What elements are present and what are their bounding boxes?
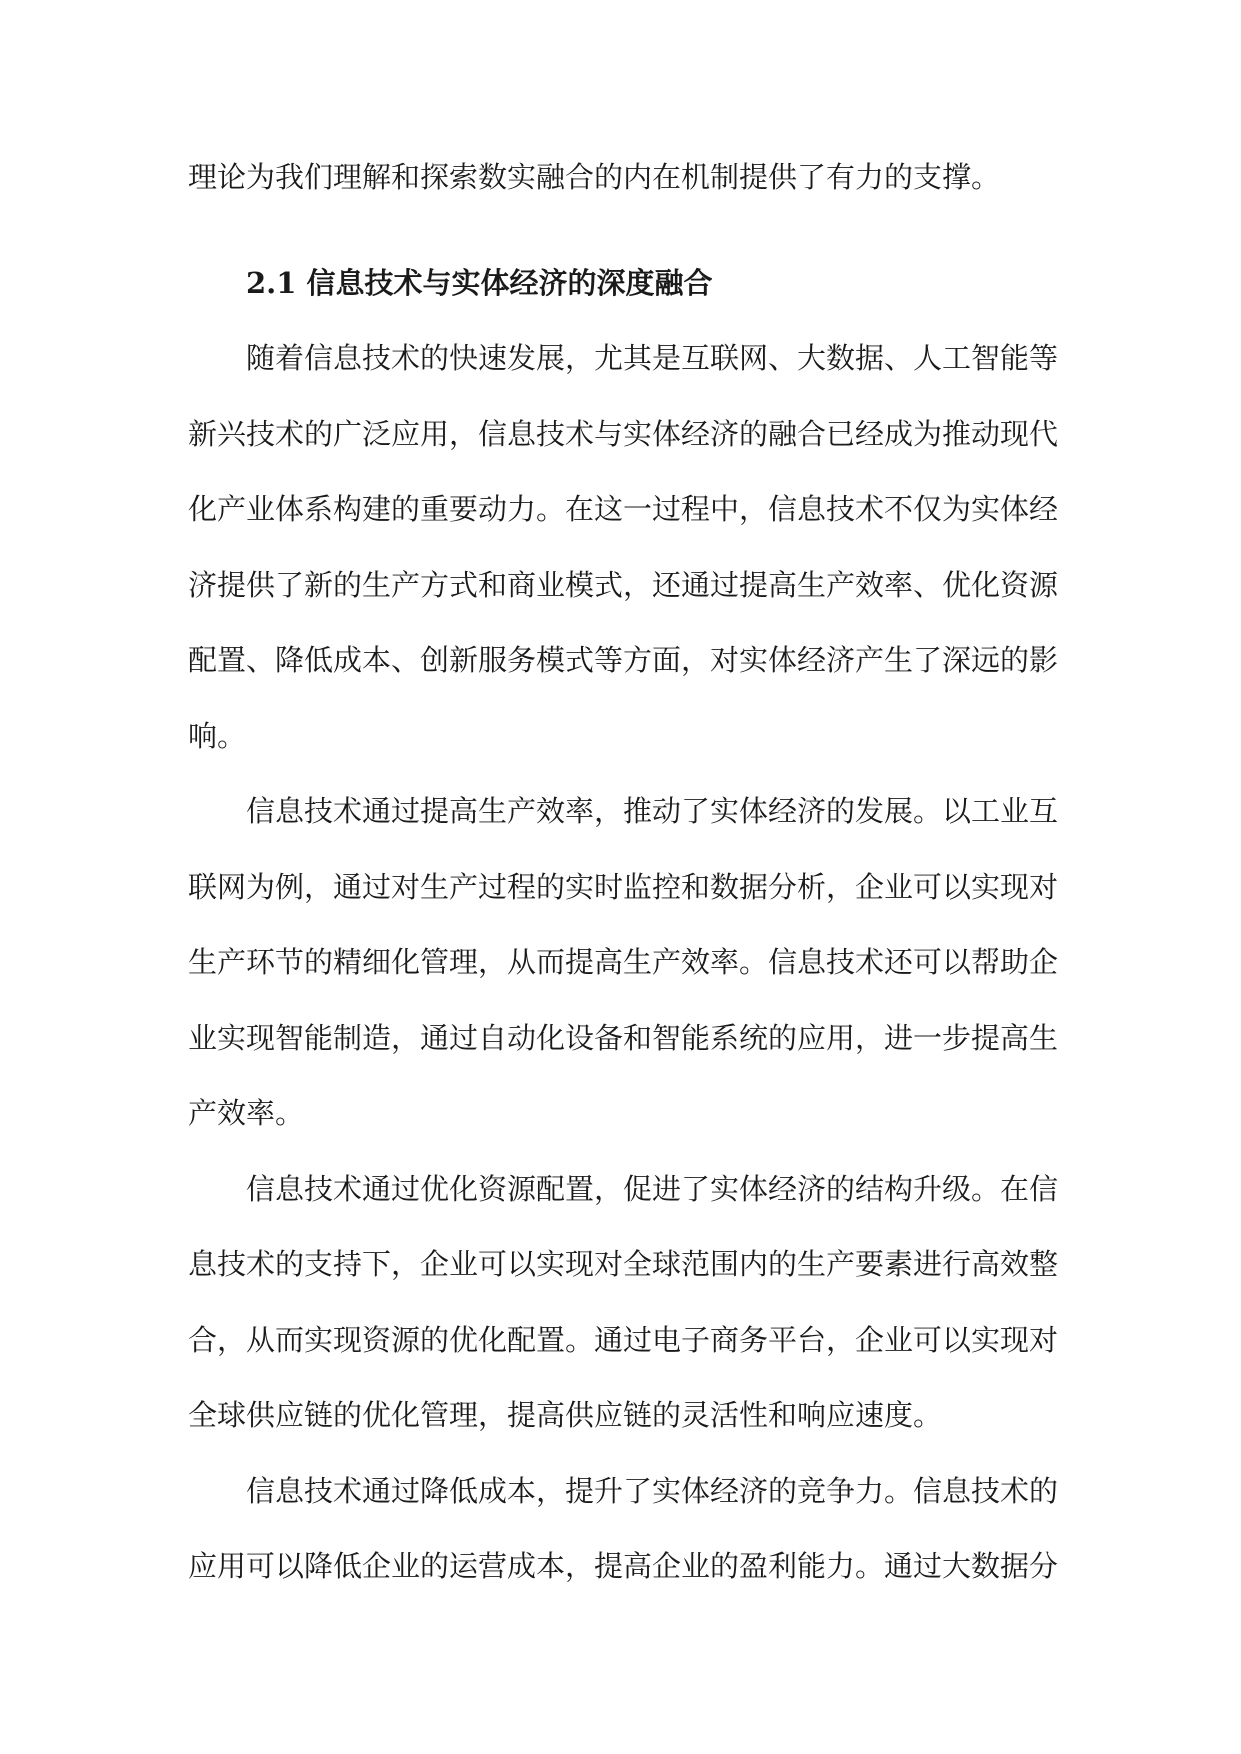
paragraph-line: 响。 bbox=[188, 718, 247, 753]
paragraph-line: 应用可以降低企业的运营成本，提高企业的盈利能力。通过大数据分 bbox=[188, 1549, 1059, 1583]
paragraph-line: 全球供应链的优化管理，提高供应链的灵活性和响应速度。 bbox=[188, 1398, 943, 1432]
paragraph-line: 新兴技术的广泛应用，信息技术与实体经济的融合已经成为推动现代 bbox=[188, 416, 1059, 451]
document-body bbox=[188, 140, 1058, 1605]
paragraph-line: 业实现智能制造，通过自动化设备和智能系统的应用，进一步提高生 bbox=[188, 1020, 1059, 1055]
paragraph-line: 息技术的支持下，企业可以实现对全球范围内的生产要素进行高效整 bbox=[188, 1247, 1059, 1281]
section-heading: 2.1 信息技术与实体经济的深度融合 bbox=[246, 265, 713, 300]
paragraph-line: 随着信息技术的快速发展，尤其是互联网、大数据、人工智能等 bbox=[246, 341, 1059, 375]
paragraph-line: 信息技术通过提高生产效率，推动了实体经济的发展。以工业互 bbox=[246, 794, 1059, 828]
paragraph-line: 产效率。 bbox=[188, 1096, 305, 1130]
paragraph-line: 理论为我们理解和探索数实融合的内在机制提供了有力的支撑。 bbox=[188, 160, 1001, 194]
paragraph-line: 济提供了新的生产方式和商业模式，还通过提高生产效率、优化资源 bbox=[188, 567, 1059, 602]
paragraph-line: 配置、降低成本、创新服务模式等方面，对实体经济产生了深远的影 bbox=[188, 643, 1059, 677]
paragraph-line: 化产业体系构建的重要动力。在这一过程中，信息技术不仅为实体经 bbox=[188, 492, 1059, 526]
paragraph-line: 信息技术通过优化资源配置，促进了实体经济的结构升级。在信 bbox=[246, 1171, 1059, 1206]
paragraph-line: 信息技术通过降低成本，提升了实体经济的竞争力。信息技术的 bbox=[246, 1473, 1059, 1508]
paragraph-line: 合，从而实现资源的优化配置。通过电子商务平台，企业可以实现对 bbox=[188, 1322, 1059, 1357]
paragraph-line: 联网为例，通过对生产过程的实时监控和数据分析，企业可以实现对 bbox=[188, 869, 1059, 904]
paragraph-line: 生产环节的精细化管理，从而提高生产效率。信息技术还可以帮助企 bbox=[188, 945, 1059, 979]
